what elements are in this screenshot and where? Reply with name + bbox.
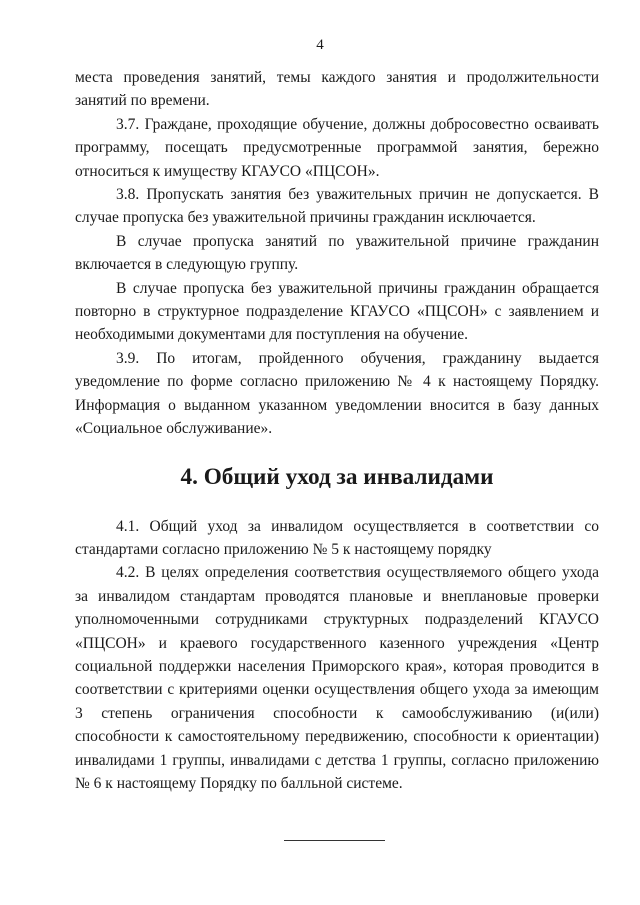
paragraph-continuation: места проведения занятий, темы каждого занятия и продолжительности занятий по времени. bbox=[75, 69, 599, 110]
paragraph-3-8: 3.8. Пропускать занятия без уважительных причин не допускается. В случае пропуска без уважительной причины гражданин исключается. bbox=[75, 186, 599, 227]
section-heading: 4. Общий уход за инвалидами bbox=[180, 463, 494, 490]
paragraph-3-9: 3.9. По итогам, пройденного обучения, гражданину выдается уведомление по форме согласно приложению № 4 к настоящему Порядку. Информация о выданном указанном уведомлении вносится в базу данных «Социальное обслуживание». bbox=[75, 349, 599, 438]
footer-divider-line bbox=[284, 840, 385, 841]
paragraph-absence-no-reason: В случае пропуска без уважительной причины гражданин обращается повторно в структурное подразделение КГАУСО «ПЦСОН» с заявлением и необходимыми документами для поступления на обучение. bbox=[75, 279, 599, 344]
paragraph-absence-valid-reason: В случае пропуска занятий по уважительной причине гражданин включается в следующую группу. bbox=[75, 232, 599, 274]
paragraph-3-7: 3.7. Граждане, проходящие обучение, должны добросовестно осваивать программу, посещать предусмотренные программой занятия, бережно относиться к имуществу КГАУСО «ПЦСОН». bbox=[75, 115, 599, 180]
paragraph-4-2: 4.2. В целях определения соответствия осуществляемого общего ухода за инвалидом стандартам проводятся плановые и внеплановые проверки уполномоченными сотрудниками структурных подразделений КГАУСО «ПЦСОН» и краевого государственного казенного учреждения «Центр социальной поддержки населения Приморского края», которая проводится в соответствии с критериями оценки осуществления общего ухода за имеющим 3 степень ограничения способности к самообслуживанию (и(или) способности к самостоятельному передвижению, способности к ориентации) инвалидами 1 группы, инвалидами с детства 1 группы, согласно приложению № 6 к настоящему Порядку по балльной системе. bbox=[75, 564, 599, 792]
paragraph-4-1: 4.1. Общий уход за инвалидом осуществляется в соответствии со стандартами согласно приложению № 5 к настоящему порядку bbox=[75, 517, 599, 558]
page-number: 4 bbox=[316, 37, 324, 53]
document-body bbox=[75, 66, 599, 795]
